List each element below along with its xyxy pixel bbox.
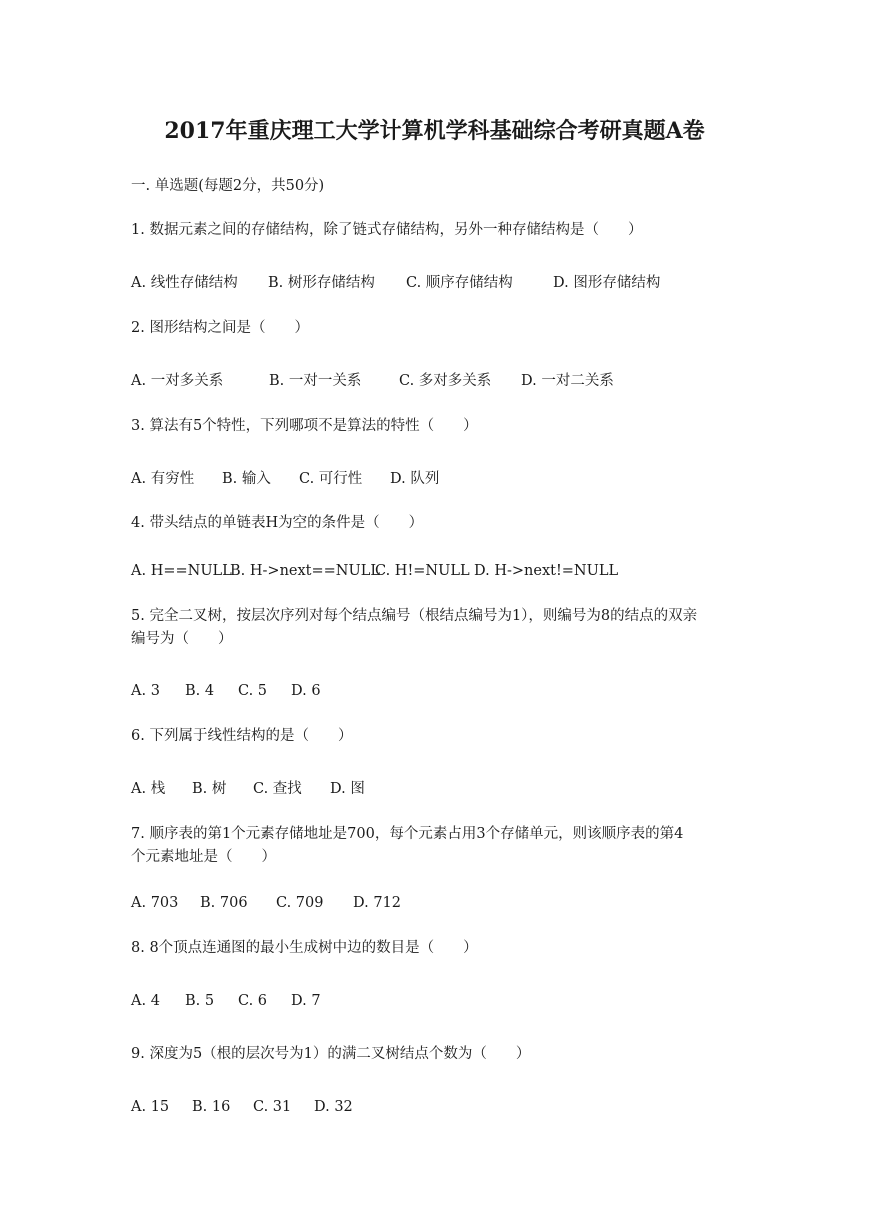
option-c: C. 5 (238, 683, 268, 699)
option-a: A. 有穷性 (131, 471, 195, 487)
option-a: A. 703 (131, 895, 179, 911)
option-b: B. 树 (192, 781, 227, 797)
option-d: D. 图形存储结构 (553, 275, 661, 291)
option-d: D. H->next!=NULL (474, 563, 619, 579)
option-a: A. 15 (131, 1099, 170, 1115)
question-9: 9. 深度为5（根的层次号为1）的满二叉树结点个数为（ ） (131, 1046, 531, 1062)
question-1: 1. 数据元素之间的存储结构，除了链式存储结构，另外一种存储结构是（ ） (131, 222, 643, 238)
question-5-options (131, 680, 771, 702)
question-7-line-1: 7. 顺序表的第1个元素存储地址是700，每个元素占用3个存储单元，则该顺序表的第4 (131, 826, 684, 842)
question-3-options (131, 468, 771, 490)
option-c: C. 709 (276, 895, 324, 911)
option-c: C. 查找 (253, 781, 302, 797)
question-4: 4. 带头结点的单链表H为空的条件是（ ） (131, 515, 424, 531)
option-c: C. 多对多关系 (399, 373, 492, 389)
option-b: B. 一对一关系 (269, 373, 362, 389)
question-8-options (131, 990, 771, 1012)
option-c: C. 31 (253, 1099, 292, 1115)
question-3: 3. 算法有5个特性，下列哪项不是算法的特性（ ） (131, 418, 478, 434)
question-7-line-2: 个元素地址是（ ） (131, 849, 276, 865)
option-b: B. 4 (185, 683, 215, 699)
option-d: D. 7 (291, 993, 321, 1009)
question-6: 6. 下列属于线性结构的是（ ） (131, 728, 353, 744)
option-b: B. 输入 (222, 471, 271, 487)
question-2: 2. 图形结构之间是（ ） (131, 320, 309, 336)
option-c: C. H!=NULL (375, 563, 470, 579)
option-d: D. 712 (353, 895, 402, 911)
option-a: A. 栈 (131, 781, 166, 797)
option-d: D. 图 (330, 781, 365, 797)
option-c: C. 可行性 (299, 471, 363, 487)
option-a: A. H==NULL (131, 563, 232, 579)
question-8: 8. 8个顶点连通图的最小生成树中边的数目是（ ） (131, 940, 478, 956)
option-d: D. 一对二关系 (521, 373, 614, 389)
question-2-options (131, 370, 771, 392)
option-b: B. 树形存储结构 (268, 275, 375, 291)
option-d: D. 队列 (390, 471, 440, 487)
option-a: A. 一对多关系 (131, 373, 224, 389)
option-a: A. 4 (131, 993, 160, 1009)
question-9-options (131, 1096, 771, 1118)
question-5-line-2: 编号为（ ） (131, 631, 233, 647)
question-1-options (131, 272, 771, 294)
question-6-options (131, 778, 771, 800)
question-7-options (131, 892, 771, 914)
document-title: 2017年重庆理工大学计算机学科基础综合考研真题A卷 (164, 118, 705, 144)
option-b: B. 5 (185, 993, 215, 1009)
option-d: D. 32 (314, 1099, 353, 1115)
option-b: B. 706 (200, 895, 248, 911)
option-c: C. 6 (238, 993, 268, 1009)
option-b: B. 16 (192, 1099, 231, 1115)
section-heading: 一. 单选题(每题2分，共50分) (131, 178, 325, 194)
option-c: C. 顺序存储结构 (406, 275, 513, 291)
question-4-options (131, 560, 771, 582)
option-b: B. H->next==NULL (230, 563, 380, 579)
option-a: A. 线性存储结构 (131, 275, 238, 291)
option-a: A. 3 (131, 683, 160, 699)
option-d: D. 6 (291, 683, 321, 699)
question-5-line-1: 5. 完全二叉树，按层次序列对每个结点编号（根结点编号为1），则编号为8的结点的双亲 (131, 608, 698, 624)
